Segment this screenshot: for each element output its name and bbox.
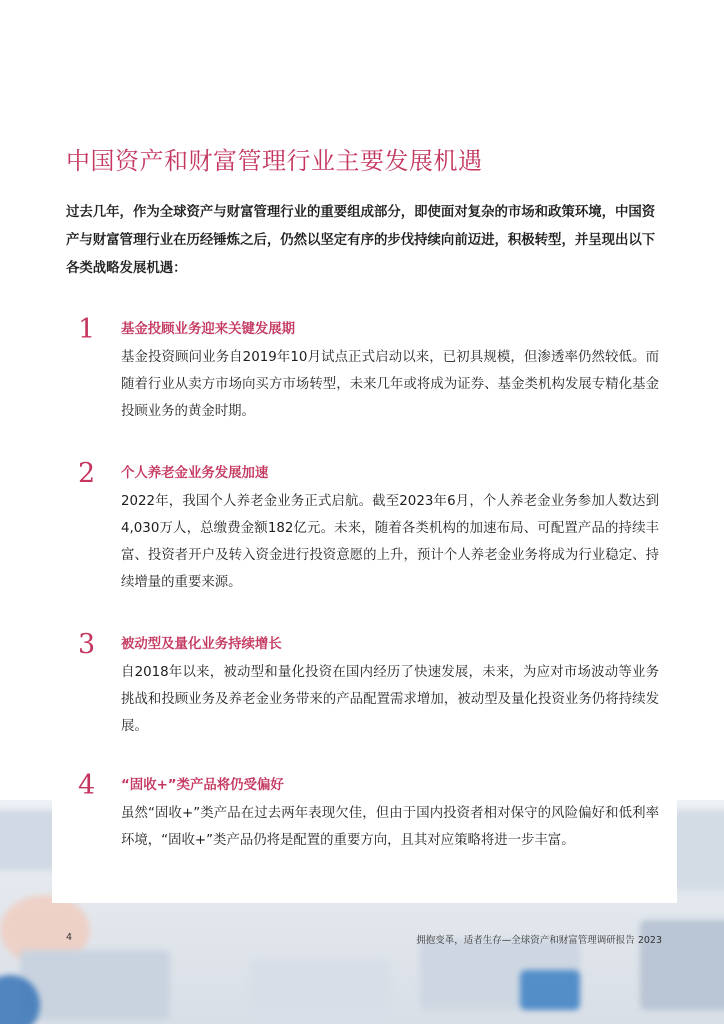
- section-heading: 被动型及量化业务持续增长: [121, 637, 282, 652]
- content-card: [52, 0, 677, 903]
- page-number: 4: [66, 932, 73, 943]
- section-body: 2022年，我国个人养老金业务正式启航。截至2023年6月，个人养老金业务参加人数达到4,030万人，总缴费金额182亿元。未来，随着各类机构的加速布局、可配置产品的持续丰富、投资者开户及转入资金进行投资意愿的上升，预计个人养老金业务将成为行业稳定、持续增量的重要来源。: [121, 494, 659, 590]
- section-heading: 个人养老金业务发展加速: [121, 466, 269, 481]
- section-body: 自2018年以来，被动型和量化投资在国内经历了快速发展，未来，为应对市场波动等业务挑战和投顾业务及养老金业务带来的产品配置需求增加，被动型及量化投资业务仍将持续发展。: [121, 665, 659, 734]
- section-number: 3: [78, 629, 96, 660]
- section-body: 虽然“固收+”类产品在过去两年表现欠佳，但由于国内投资者相对保守的风险偏好和低利率环境，“固收+”类产品仍将是配置的重要方向，且其对应策略将进一步丰富。: [121, 806, 659, 848]
- intro-paragraph: 过去几年，作为全球资产与财富管理行业的重要组成部分，即使面对复杂的市场和政策环境，中国资产与财富管理行业在历经锤炼之后，仍然以坚定有序的步伐持续向前迈进，积极转型，并呈现出以下各类战略发展机遇：: [66, 205, 656, 276]
- section-heading: 基金投顾业务迎来关键发展期: [121, 322, 296, 337]
- section-body: 基金投资顾问业务自2019年10月试点正式启动以来，已初具规模，但渗透率仍然较低。而随着行业从卖方市场向买方市场转型，未来几年或将成为证券、基金类机构发展专精化基金投顾业务的黄金时期。: [121, 350, 659, 419]
- page-title: 中国资产和财富管理行业主要发展机遇: [66, 147, 483, 175]
- section-heading: “固收+”类产品将仍受偏好: [121, 778, 284, 793]
- section-number: 4: [78, 770, 96, 801]
- footer-report-title: 拥抱变革，适者生存—全球资产和财富管理调研报告 2023: [416, 935, 662, 946]
- section-number: 1: [78, 314, 96, 345]
- section-number: 2: [78, 458, 96, 489]
